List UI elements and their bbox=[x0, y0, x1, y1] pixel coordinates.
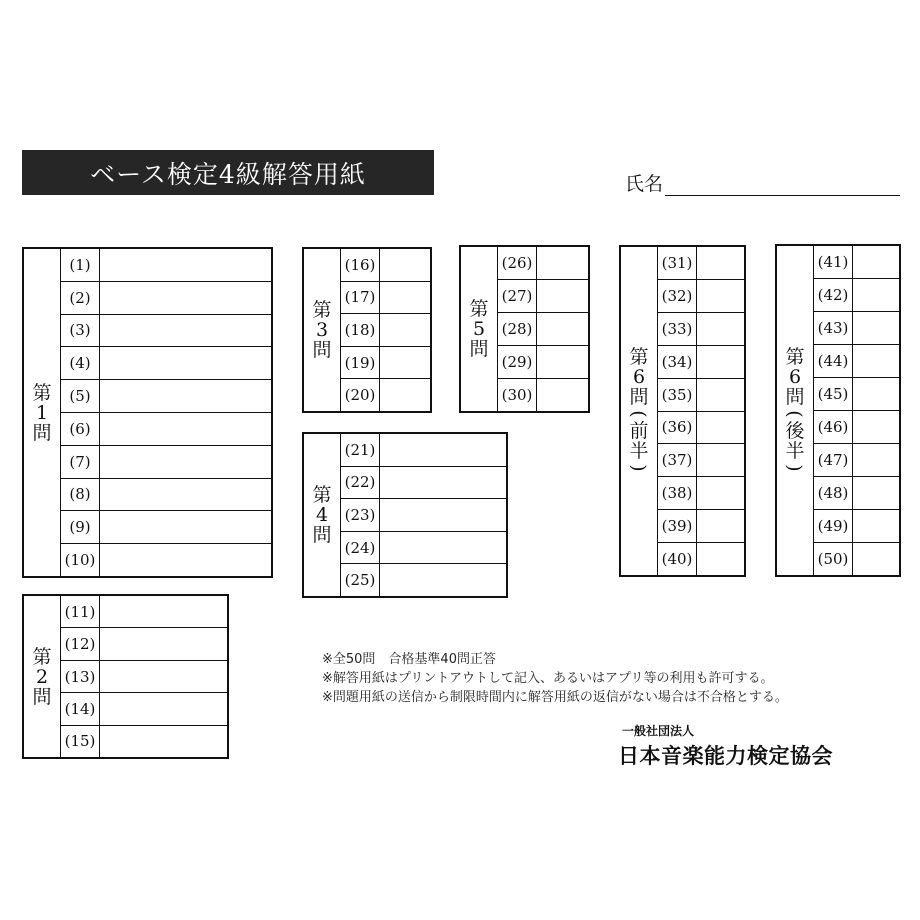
answer-cell[interactable] bbox=[853, 345, 899, 377]
question-number: (29) bbox=[498, 346, 537, 378]
question-number: (5) bbox=[61, 380, 100, 412]
section-6-first-half-box bbox=[619, 245, 746, 577]
answer-row bbox=[814, 312, 899, 345]
section-1-box bbox=[22, 247, 273, 578]
section-label-char: 2 bbox=[35, 665, 49, 688]
answer-row bbox=[61, 544, 271, 576]
answer-row bbox=[61, 596, 227, 628]
answer-row bbox=[658, 543, 744, 575]
answer-cell[interactable] bbox=[697, 543, 744, 575]
answer-row bbox=[61, 446, 271, 479]
answer-row bbox=[814, 444, 899, 477]
answer-row bbox=[61, 380, 271, 413]
question-number: (25) bbox=[341, 564, 380, 596]
answer-row bbox=[341, 532, 506, 565]
name-underline[interactable] bbox=[665, 173, 900, 196]
section-label-char: ( bbox=[627, 410, 650, 418]
answer-row bbox=[814, 345, 899, 378]
answer-row bbox=[498, 379, 588, 411]
question-number: (37) bbox=[658, 444, 697, 476]
section-label-char: ) bbox=[627, 464, 650, 472]
section-label-char: 問 bbox=[312, 339, 332, 361]
question-number: (12) bbox=[61, 628, 100, 659]
answer-row bbox=[341, 499, 506, 532]
answer-rows bbox=[814, 246, 899, 575]
answer-rows bbox=[61, 596, 227, 757]
answer-cell[interactable] bbox=[537, 346, 588, 378]
question-number: (18) bbox=[341, 314, 380, 346]
answer-rows bbox=[61, 249, 271, 576]
section-label-char: 3 bbox=[315, 319, 329, 341]
question-number: (15) bbox=[61, 726, 100, 757]
question-number: (45) bbox=[814, 378, 853, 410]
answer-cell[interactable] bbox=[380, 347, 430, 379]
answer-cell[interactable] bbox=[697, 477, 744, 509]
question-number: (41) bbox=[814, 246, 853, 278]
section-label-char: 問 bbox=[32, 421, 52, 444]
answer-cell[interactable] bbox=[100, 726, 227, 757]
section-label bbox=[24, 249, 61, 576]
section-label bbox=[461, 247, 498, 411]
answer-cell[interactable] bbox=[697, 280, 744, 312]
question-number: (39) bbox=[658, 510, 697, 542]
section-label-char: 6 bbox=[632, 366, 646, 388]
answer-cell[interactable] bbox=[853, 510, 899, 542]
section-label bbox=[304, 434, 341, 596]
section-label bbox=[24, 596, 61, 757]
question-number: (48) bbox=[814, 477, 853, 509]
answer-cell[interactable] bbox=[537, 379, 588, 411]
answer-cell[interactable] bbox=[697, 313, 744, 345]
question-number: (44) bbox=[814, 345, 853, 377]
section-4-box bbox=[302, 432, 508, 598]
answer-row bbox=[658, 280, 744, 313]
answer-row bbox=[814, 477, 899, 510]
answer-cell[interactable] bbox=[697, 444, 744, 476]
section-label-char: 第 bbox=[629, 346, 649, 368]
section-label-char: 4 bbox=[315, 504, 329, 526]
question-number: (23) bbox=[341, 499, 380, 531]
answer-cell[interactable] bbox=[100, 596, 227, 627]
section-label-char: 問 bbox=[469, 338, 489, 360]
question-number: (7) bbox=[61, 446, 100, 478]
answer-row bbox=[658, 510, 744, 543]
section-label-char: 6 bbox=[788, 365, 802, 388]
note-line: ※解答用紙はプリントアウトして記入、あるいはアプリ等の利用も許可する。 bbox=[322, 671, 774, 686]
question-number: (30) bbox=[498, 379, 537, 411]
section-label-char: 第 bbox=[785, 345, 805, 368]
answer-row bbox=[498, 346, 588, 379]
section-6-second-half-box bbox=[775, 244, 901, 577]
answer-cell[interactable] bbox=[100, 282, 271, 314]
answer-row bbox=[498, 280, 588, 313]
answer-row bbox=[61, 628, 227, 660]
question-number: (16) bbox=[341, 249, 380, 281]
answer-cell[interactable] bbox=[853, 312, 899, 344]
answer-row bbox=[658, 477, 744, 510]
section-label-char: 第 bbox=[312, 484, 332, 506]
answer-row bbox=[814, 411, 899, 444]
organization-type: 一般社団法人 bbox=[622, 724, 695, 738]
answer-cell[interactable] bbox=[100, 693, 227, 724]
section-label-char: 問 bbox=[312, 524, 332, 546]
answer-rows bbox=[341, 434, 506, 596]
question-number: (22) bbox=[341, 467, 380, 499]
question-number: (24) bbox=[341, 532, 380, 564]
answer-row bbox=[341, 249, 430, 282]
question-number: (2) bbox=[61, 282, 100, 314]
answer-cell[interactable] bbox=[697, 379, 744, 411]
question-number: (27) bbox=[498, 280, 537, 312]
answer-row bbox=[814, 510, 899, 543]
section-3-box bbox=[302, 247, 432, 413]
section-label bbox=[621, 247, 658, 575]
answer-cell[interactable] bbox=[537, 247, 588, 279]
answer-row bbox=[61, 347, 271, 380]
question-number: (13) bbox=[61, 661, 100, 692]
answer-cell[interactable] bbox=[100, 413, 271, 445]
answer-cell[interactable] bbox=[100, 479, 271, 511]
answer-cell[interactable] bbox=[853, 279, 899, 311]
question-number: (14) bbox=[61, 693, 100, 724]
section-label-char: 半 bbox=[629, 440, 649, 462]
answer-cell[interactable] bbox=[537, 280, 588, 312]
section-label-char: ( bbox=[783, 409, 806, 418]
answer-cell[interactable] bbox=[537, 313, 588, 345]
answer-cell[interactable] bbox=[380, 467, 506, 499]
answer-rows bbox=[341, 249, 430, 411]
answer-cell[interactable] bbox=[853, 411, 899, 443]
question-number: (33) bbox=[658, 313, 697, 345]
question-number: (3) bbox=[61, 315, 100, 347]
answer-rows bbox=[658, 247, 744, 575]
answer-row bbox=[61, 726, 227, 757]
answer-cell[interactable] bbox=[380, 314, 430, 346]
answer-row bbox=[658, 379, 744, 412]
answer-row bbox=[814, 543, 899, 575]
question-number: (26) bbox=[498, 247, 537, 279]
answer-row bbox=[814, 378, 899, 411]
answer-row bbox=[658, 346, 744, 379]
section-2-box bbox=[22, 594, 229, 759]
answer-row bbox=[341, 467, 506, 500]
answer-row bbox=[61, 315, 271, 348]
answer-row bbox=[814, 246, 899, 279]
answer-row bbox=[658, 313, 744, 346]
answer-row bbox=[61, 249, 271, 282]
question-number: (28) bbox=[498, 313, 537, 345]
question-number: (46) bbox=[814, 411, 853, 443]
answer-cell[interactable] bbox=[100, 544, 271, 576]
answer-row bbox=[61, 479, 271, 512]
page-title: ベース検定4級解答用紙 bbox=[22, 150, 434, 195]
answer-cell[interactable] bbox=[853, 378, 899, 410]
answer-cell[interactable] bbox=[697, 510, 744, 542]
section-label-char: 問 bbox=[785, 385, 805, 408]
answer-row bbox=[61, 511, 271, 544]
question-number: (20) bbox=[341, 379, 380, 411]
answer-row bbox=[498, 247, 588, 280]
answer-cell[interactable] bbox=[380, 249, 430, 281]
question-number: (42) bbox=[814, 279, 853, 311]
answer-cell[interactable] bbox=[380, 532, 506, 564]
section-label-char: 半 bbox=[785, 439, 805, 462]
section-5-box bbox=[459, 245, 590, 413]
organization-name: 日本音楽能力検定協会 bbox=[618, 744, 833, 768]
answer-cell[interactable] bbox=[100, 446, 271, 478]
question-number: (47) bbox=[814, 444, 853, 476]
answer-cell[interactable] bbox=[380, 564, 506, 596]
question-number: (36) bbox=[658, 412, 697, 444]
section-label bbox=[777, 246, 814, 575]
answer-cell[interactable] bbox=[100, 628, 227, 659]
question-number: (1) bbox=[61, 249, 100, 281]
answer-rows bbox=[498, 247, 588, 411]
question-number: (43) bbox=[814, 312, 853, 344]
section-label-char: 前 bbox=[629, 420, 649, 442]
answer-cell[interactable] bbox=[100, 315, 271, 347]
section-label-char: 問 bbox=[32, 685, 52, 708]
question-number: (21) bbox=[341, 434, 380, 466]
question-number: (50) bbox=[814, 543, 853, 575]
answer-row bbox=[658, 444, 744, 477]
section-label-char: 5 bbox=[472, 318, 486, 340]
question-number: (4) bbox=[61, 347, 100, 379]
answer-cell[interactable] bbox=[380, 282, 430, 314]
question-number: (35) bbox=[658, 379, 697, 411]
answer-row bbox=[498, 313, 588, 346]
question-number: (6) bbox=[61, 413, 100, 445]
name-label: 氏名 bbox=[625, 173, 664, 195]
section-label-char: 第 bbox=[32, 645, 52, 668]
section-label bbox=[304, 249, 341, 411]
answer-row bbox=[341, 314, 430, 347]
notes bbox=[322, 650, 912, 707]
question-number: (31) bbox=[658, 247, 697, 279]
section-label-char: 第 bbox=[312, 299, 332, 321]
answer-row bbox=[341, 379, 430, 411]
answer-cell[interactable] bbox=[853, 444, 899, 476]
answer-cell[interactable] bbox=[853, 246, 899, 278]
question-number: (34) bbox=[658, 346, 697, 378]
answer-cell[interactable] bbox=[100, 347, 271, 379]
answer-cell[interactable] bbox=[100, 511, 271, 543]
answer-row bbox=[814, 279, 899, 312]
section-label-char: ) bbox=[783, 463, 806, 472]
answer-cell[interactable] bbox=[100, 380, 271, 412]
section-label-char: 1 bbox=[35, 401, 49, 424]
answer-cell[interactable] bbox=[853, 477, 899, 509]
answer-cell[interactable] bbox=[697, 412, 744, 444]
answer-cell[interactable] bbox=[100, 249, 271, 281]
section-label-char: 問 bbox=[629, 386, 649, 408]
answer-row bbox=[341, 434, 506, 467]
question-number: (32) bbox=[658, 280, 697, 312]
question-number: (9) bbox=[61, 511, 100, 543]
answer-cell[interactable] bbox=[697, 247, 744, 279]
note-line: ※全50問 合格基準40問正答 bbox=[322, 652, 496, 667]
answer-row bbox=[341, 347, 430, 380]
question-number: (49) bbox=[814, 510, 853, 542]
answer-row bbox=[61, 661, 227, 693]
answer-row bbox=[61, 693, 227, 725]
answer-row bbox=[658, 412, 744, 445]
section-label-char: 第 bbox=[469, 298, 489, 320]
answer-cell[interactable] bbox=[380, 379, 430, 411]
answer-row bbox=[341, 282, 430, 315]
answer-row bbox=[658, 247, 744, 280]
answer-cell[interactable] bbox=[380, 499, 506, 531]
answer-row bbox=[341, 564, 506, 596]
note-line: ※問題用紙の送信から制限時間内に解答用紙の返信がない場合は不合格とする。 bbox=[322, 690, 788, 705]
answer-cell[interactable] bbox=[100, 661, 227, 692]
question-number: (19) bbox=[341, 347, 380, 379]
question-number: (17) bbox=[341, 282, 380, 314]
section-label-char: 第 bbox=[32, 381, 52, 404]
question-number: (38) bbox=[658, 477, 697, 509]
answer-cell[interactable] bbox=[853, 543, 899, 575]
question-number: (10) bbox=[61, 544, 100, 576]
answer-row bbox=[61, 413, 271, 446]
name-field[interactable] bbox=[625, 170, 900, 196]
question-number: (11) bbox=[61, 596, 100, 627]
section-label-char: 後 bbox=[785, 419, 805, 442]
question-number: (40) bbox=[658, 543, 697, 575]
answer-cell[interactable] bbox=[380, 434, 506, 466]
answer-row bbox=[61, 282, 271, 315]
answer-cell[interactable] bbox=[697, 346, 744, 378]
question-number: (8) bbox=[61, 479, 100, 511]
